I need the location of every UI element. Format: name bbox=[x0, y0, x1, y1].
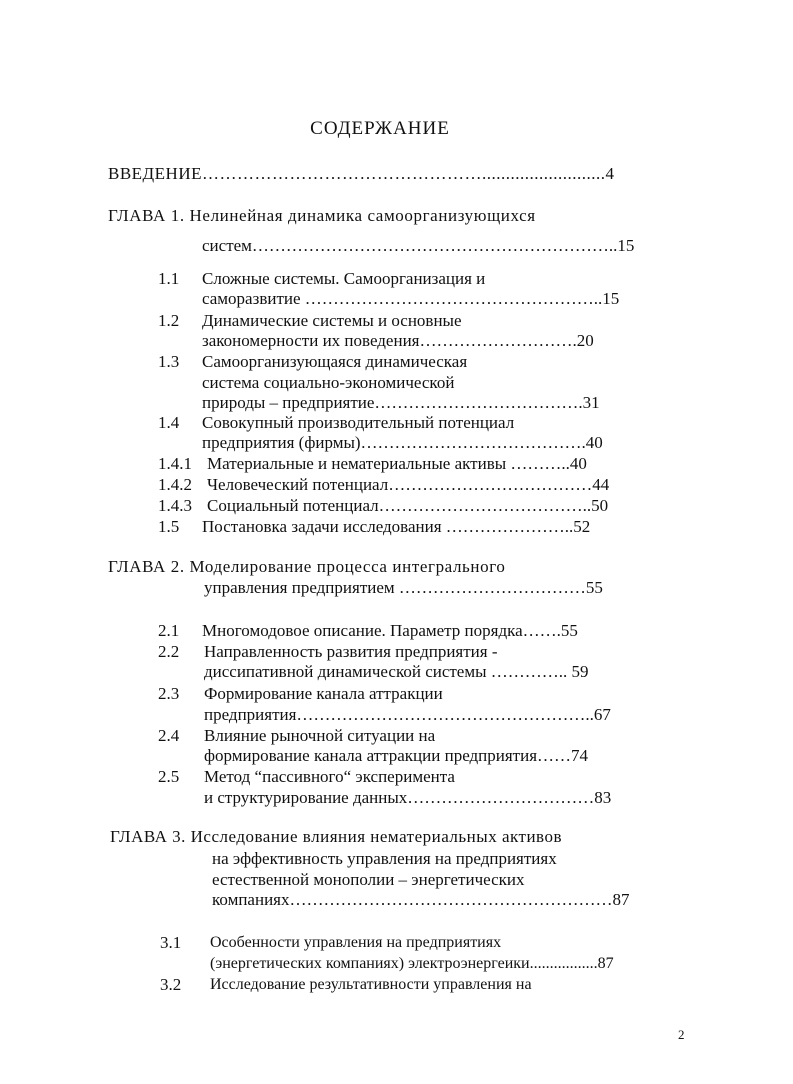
toc-section-2-5: Метод “пассивного“ эксперимента bbox=[204, 767, 455, 786]
toc-section-1-2-cont: закономерности их поведения……………………….20 bbox=[202, 331, 594, 350]
toc-section-3-1: Особенности управления на предприятиях bbox=[210, 934, 502, 951]
toc-section-1-3-cont: природы – предприятие……………………………….31 bbox=[202, 393, 600, 412]
toc-section-1-3-cont: система социально-экономической bbox=[202, 373, 455, 392]
toc-section-1-4-3: Социальный потенциал………………………………..50 bbox=[207, 496, 609, 515]
toc-section-1-4-cont: предприятия (фирмы)………………………………….40 bbox=[202, 433, 603, 452]
toc-section-2-3: Формирование канала аттракции bbox=[204, 684, 443, 703]
toc-section-number: 2.1 bbox=[158, 621, 180, 640]
toc-section-number: 1.1 bbox=[158, 269, 180, 288]
toc-section-2-2: Направленность развития предприятия - bbox=[204, 642, 498, 661]
page-number: 2 bbox=[678, 1027, 685, 1042]
toc-chapter-2-heading-cont: управления предприятием ……………………………55 bbox=[204, 578, 603, 597]
toc-section-2-1: Многомодовое описание. Параметр порядка…….55 bbox=[202, 621, 578, 640]
toc-chapter-3-heading-cont: компаниях…………………………………………………87 bbox=[212, 890, 630, 909]
toc-section-number: 2.5 bbox=[158, 767, 180, 786]
toc-section-1-1-cont: саморазвитие ……………………………………………..15 bbox=[202, 289, 620, 308]
toc-section-number: 3.2 bbox=[160, 975, 182, 994]
toc-section-number: 1.3 bbox=[158, 352, 180, 371]
toc-section-1-4-1: Материальные и нематериальные активы ………..40 bbox=[207, 454, 587, 473]
toc-chapter-1-heading-cont: систем………………………………………………………..15 bbox=[202, 236, 635, 255]
toc-section-number: 1.5 bbox=[158, 517, 180, 536]
page-title: СОДЕРЖАНИЕ bbox=[310, 118, 450, 139]
toc-section-number: 1.4.1 bbox=[158, 454, 192, 473]
toc-chapter-1-heading: ГЛАВА 1. Нелинейная динамика самоорганизующихся bbox=[108, 206, 536, 225]
toc-section-2-4-cont: формирование канала аттракции предприятия……74 bbox=[204, 746, 589, 765]
toc-chapter-3-heading-cont: естественной монополии – энергетических bbox=[212, 870, 525, 889]
toc-section-2-5-cont: и структурирование данных……………………………83 bbox=[204, 788, 612, 807]
toc-section-2-2-cont: диссипативной динамической системы ………….. 59 bbox=[204, 662, 589, 681]
toc-section-number: 2.2 bbox=[158, 642, 180, 661]
toc-section-number: 2.3 bbox=[158, 684, 180, 703]
toc-section-number: 3.1 bbox=[160, 933, 182, 952]
toc-section-2-4: Влияние рыночной ситуации на bbox=[204, 726, 436, 745]
toc-chapter-3-heading: ГЛАВА 3. Исследование влияния нематериальных активов bbox=[110, 827, 562, 846]
toc-section-3-1-cont: (энергетических компаниях) электроэнергеики.................87 bbox=[210, 955, 614, 972]
toc-chapter-2-heading: ГЛАВА 2. Моделирование процесса интегрального bbox=[108, 557, 506, 576]
toc-chapter-3-heading-cont: на эффективность управления на предприятиях bbox=[212, 849, 557, 868]
toc-section-number: 2.4 bbox=[158, 726, 180, 745]
toc-section-number: 1.4.2 bbox=[158, 475, 192, 494]
toc-section-1-3: Самоорганизующаяся динамическая bbox=[202, 352, 468, 371]
toc-section-number: 1.4 bbox=[158, 413, 180, 432]
toc-section-number: 1.4.3 bbox=[158, 496, 192, 515]
toc-section-1-2: Динамические системы и основные bbox=[202, 311, 462, 330]
toc-section-number: 1.2 bbox=[158, 311, 180, 330]
toc-section-1-5: Постановка задачи исследования …………………..52 bbox=[202, 517, 591, 536]
toc-section-1-1: Сложные системы. Самоорганизация и bbox=[202, 269, 486, 288]
toc-section-1-4: Совокупный производительный потенциал bbox=[202, 413, 515, 432]
toc-section-2-3-cont: предприятия……………………………………………..67 bbox=[204, 705, 611, 724]
toc-section-3-2: Исследование результативности управления на bbox=[210, 976, 532, 993]
toc-section-1-4-2: Человеческий потенциал………………………………44 bbox=[207, 475, 610, 494]
toc-line-introduction: ВВЕДЕНИЕ…………………………………………..........................4 bbox=[108, 164, 615, 183]
